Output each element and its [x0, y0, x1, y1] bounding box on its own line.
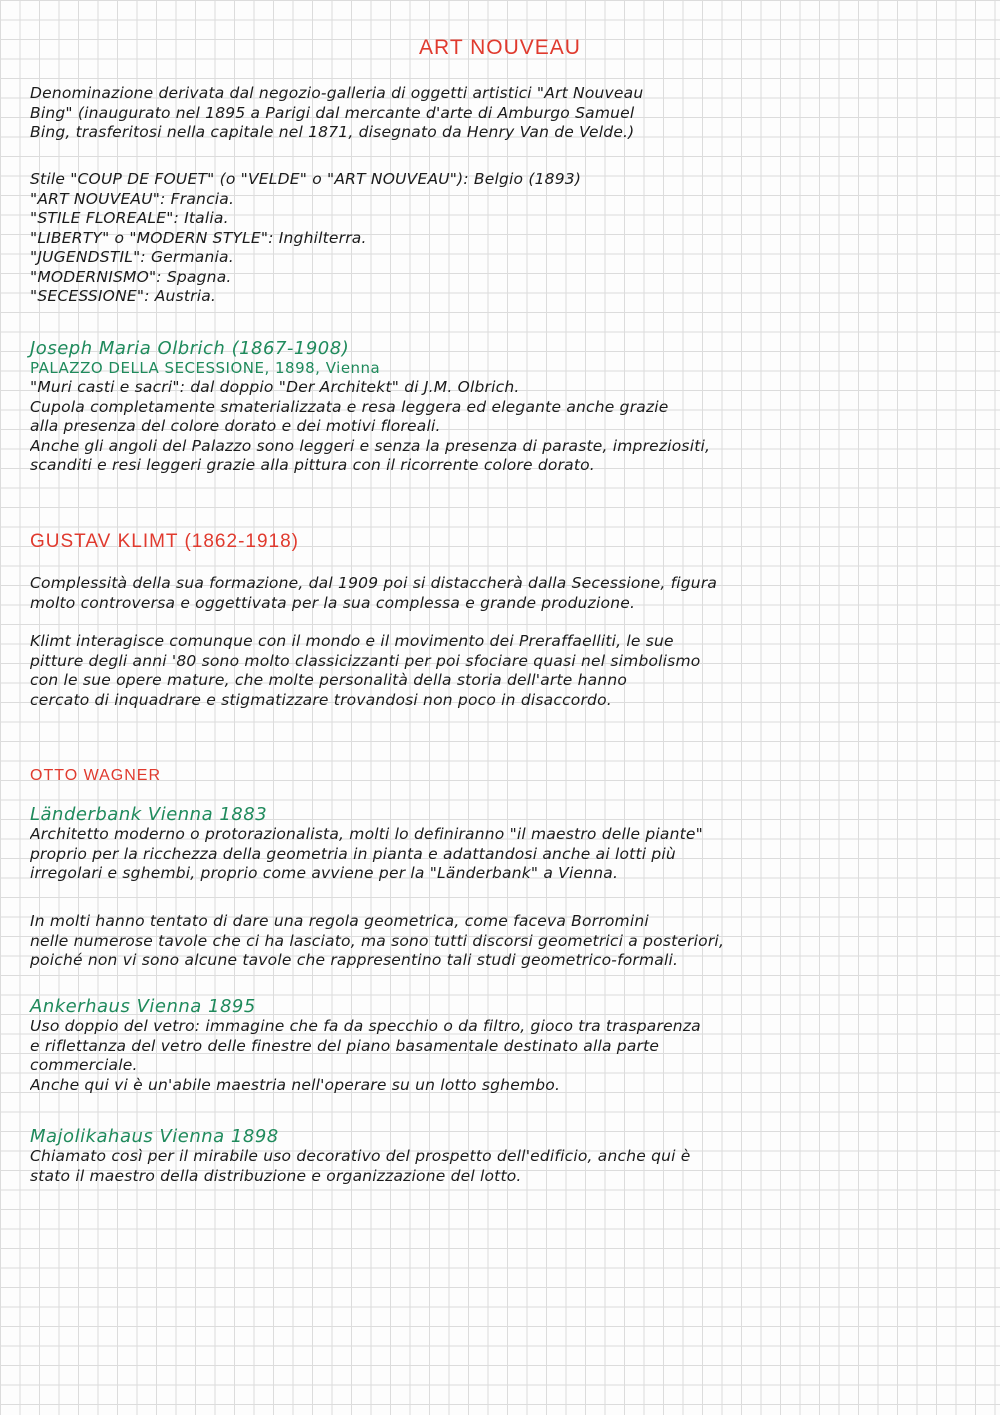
landerbank-section: [30, 804, 980, 884]
styles-line: "ART NOUVEAU": Francia.: [30, 189, 235, 208]
olbrich-line: Cupola completamente smaterializzata e resa leggera ed elegante anche grazie: [30, 397, 669, 416]
landerbank-line: nelle numerose tavole che ci ha lasciato, ma sono tutti discorsi geometrici a posteriori,: [30, 931, 725, 950]
majolikahaus-line: stato il maestro della distribuzione e organizzazione del lotto.: [30, 1166, 522, 1185]
ankerhaus-line: commerciale.: [30, 1056, 138, 1074]
landerbank-paragraph-2: [30, 912, 980, 971]
klimt-line: molto controversa e oggettivata per la sua complessa e grande produzione.: [30, 593, 636, 612]
olbrich-subheading: PALAZZO DELLA SECESSIONE, 1898, Vienna: [30, 359, 381, 377]
majolikahaus-section: [30, 1126, 980, 1186]
styles-line: "STILE FLOREALE": Italia.: [30, 209, 229, 227]
klimt-paragraph-2: [30, 632, 980, 710]
intro-line: Denominazione derivata dal negozio-galleria di oggetti artistici "Art Nouveau: [30, 84, 644, 102]
landerbank-line: In molti hanno tentato di dare una regola geometrica, come faceva Borromini: [30, 912, 649, 930]
styles-line: "JUGENDSTIL": Germania.: [30, 248, 234, 266]
landerbank-line: irregolari e sghembi, proprio come avviene per la "Länderbank" a Vienna.: [30, 864, 619, 882]
olbrich-line: "Muri casti e sacri": dal doppio "Der Architekt" di J.M. Olbrich.: [30, 378, 520, 396]
landerbank-line: proprio per la ricchezza della geometria in pianta e adattandosi anche ai lotti più: [30, 844, 676, 863]
styles-line: "SECESSIONE": Austria.: [30, 287, 217, 305]
intro-line: Bing" (inaugurato nel 1895 a Parigi dal mercante d'arte di Amburgo Samuel: [30, 103, 635, 122]
wagner-heading: OTTO WAGNER: [30, 767, 161, 784]
landerbank-heading: Länderbank Vienna 1883: [30, 804, 268, 825]
klimt-paragraph-1: [30, 574, 980, 613]
styles-line: Stile "COUP DE FOUET" (o "VELDE" o "ART NOUVEAU"): Belgio (1893): [30, 170, 582, 188]
styles-line: "LIBERTY" o "MODERN STYLE": Inghilterra.: [30, 228, 367, 247]
ankerhaus-line: e riflettanza del vetro delle finestre del piano basamentale destinato alla parte: [30, 1036, 660, 1055]
ankerhaus-line: Anche qui vi è un'abile maestria nell'operare su un lotto sghembo.: [30, 1075, 561, 1094]
styles-line: "MODERNISMO": Spagna.: [30, 267, 232, 286]
klimt-line: Klimt interagisce comunque con il mondo e il movimento dei Preraffaelliti, le sue: [30, 632, 674, 650]
landerbank-line: Architetto moderno o protorazionalista, molti lo definiranno "il maestro delle piante": [30, 825, 703, 843]
majolikahaus-heading: Majolikahaus Vienna 1898: [30, 1126, 279, 1147]
klimt-line: pitture degli anni '80 sono molto classicizzanti per poi sfociare quasi nel simbolismo: [30, 651, 701, 670]
klimt-line: Complessità della sua formazione, dal 1909 poi si distaccherà dalla Secessione, figura: [30, 574, 718, 592]
landerbank-line: poiché non vi sono alcune tavole che rappresentino tali studi geometrico-formali.: [30, 951, 679, 969]
olbrich-line: Anche gli angoli del Palazzo sono leggeri e senza la presenza di paraste, impreziositi,: [30, 436, 711, 455]
intro-paragraph: [30, 84, 980, 143]
olbrich-line: alla presenza del colore dorato e dei motivi floreali.: [30, 417, 441, 435]
olbrich-line: scanditi e resi leggeri grazie alla pittura con il ricorrente colore dorato.: [30, 456, 595, 474]
klimt-heading: GUSTAV KLIMT (1862-1918): [30, 531, 299, 552]
olbrich-heading: Joseph Maria Olbrich (1867-1908): [30, 338, 350, 359]
intro-line: Bing, trasferitosi nella capitale nel 1871, disegnato da Henry Van de Velde.): [30, 123, 635, 141]
majolikahaus-line: Chiamato così per il mirabile uso decorativo del prospetto dell'edificio, anche qui è: [30, 1147, 691, 1165]
ankerhaus-heading: Ankerhaus Vienna 1895: [30, 996, 256, 1017]
klimt-section: [30, 530, 980, 554]
klimt-line: cercato di inquadrare e stigmatizzare trovandosi non poco in disaccordo.: [30, 690, 612, 709]
ankerhaus-section: [30, 996, 980, 1095]
wagner-section: [30, 764, 980, 788]
page-title: ART NOUVEAU: [419, 36, 581, 59]
olbrich-section: [30, 338, 980, 476]
styles-list: [30, 170, 980, 307]
klimt-line: con le sue opere mature, che molte personalità della storia dell'arte hanno: [30, 671, 628, 689]
ankerhaus-line: Uso doppio del vetro: immagine che fa da specchio o da filtro, gioco tra trasparenza: [30, 1017, 701, 1035]
